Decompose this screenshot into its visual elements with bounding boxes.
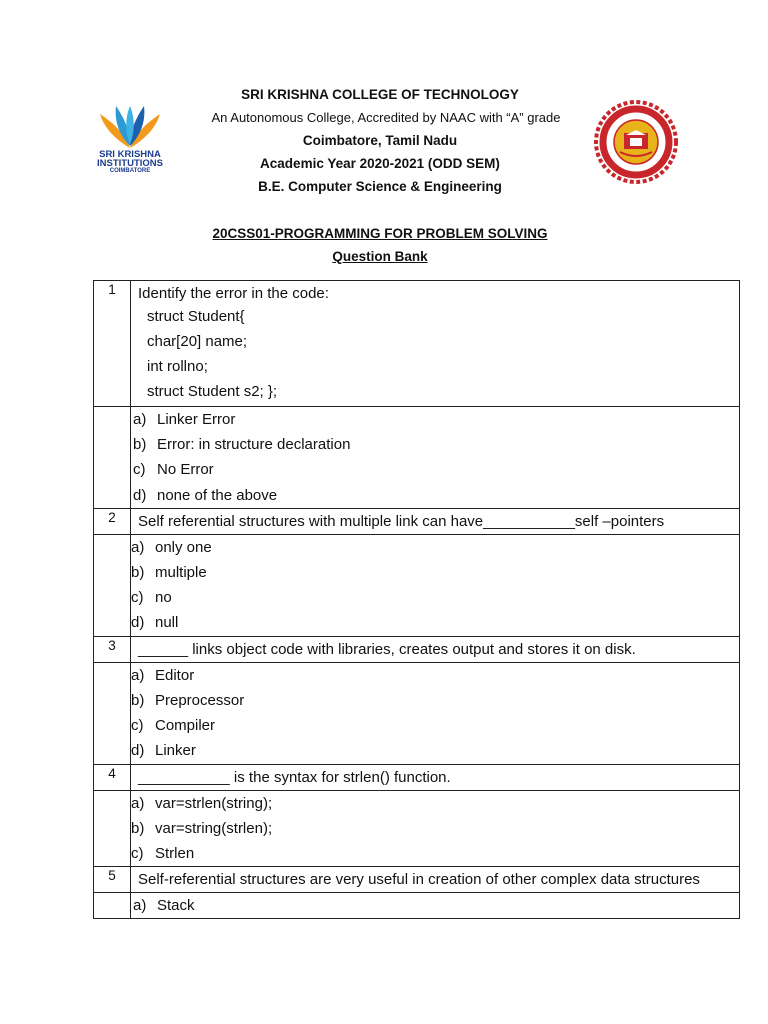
course-title: 20CSS01-PROGRAMMING FOR PROBLEM SOLVING	[212, 226, 548, 241]
option-text: var=string(strlen);	[155, 819, 273, 837]
options-row	[94, 534, 740, 636]
option-c	[131, 713, 739, 738]
option-text: Linker	[155, 742, 196, 760]
college-name: SRI KRISHNA COLLEGE OF TECHNOLOGY	[241, 87, 519, 102]
option-text: no	[155, 589, 172, 607]
options-cell	[131, 534, 740, 636]
code-line: struct Student s2; };	[147, 383, 278, 400]
question-number: 5	[94, 867, 131, 893]
option-b	[131, 816, 739, 841]
option-text: Compiler	[155, 717, 216, 735]
options-row	[94, 790, 740, 867]
option-label: b)	[131, 691, 145, 709]
option-c	[131, 841, 739, 866]
academic-year-line: Academic Year 2020-2021 (ODD SEM)	[260, 156, 500, 171]
options-cell	[131, 662, 740, 764]
document-header	[0, 0, 768, 280]
option-b	[131, 688, 739, 713]
option-d	[131, 610, 739, 635]
option-label: a)	[131, 794, 145, 812]
option-a	[131, 893, 739, 918]
question-cell	[131, 508, 740, 534]
option-text: null	[155, 614, 179, 632]
option-label: d)	[131, 742, 145, 760]
options-row	[94, 407, 740, 509]
option-label: d)	[131, 614, 145, 632]
option-label: b)	[131, 564, 145, 582]
option-text: Preprocessor	[155, 691, 245, 709]
question-row	[94, 508, 740, 534]
question-cell	[131, 281, 740, 407]
option-text: Error: in structure declaration	[157, 436, 351, 454]
option-b	[131, 560, 739, 585]
code-line: struct Student{	[147, 308, 245, 325]
option-d	[131, 738, 739, 763]
option-label: a)	[131, 666, 145, 684]
option-text: none of the above	[157, 486, 278, 504]
options-cell	[131, 893, 740, 919]
option-label: c)	[133, 461, 146, 479]
option-a	[131, 535, 739, 560]
options-cell	[131, 790, 740, 867]
option-b	[131, 432, 739, 457]
question-row	[94, 281, 740, 407]
question-text: Self-referential structures are very useful in creation of other complex data structures	[138, 871, 700, 889]
options-cell	[131, 407, 740, 509]
option-text: multiple	[155, 564, 207, 582]
option-text: var=strlen(string);	[155, 794, 273, 812]
option-a	[131, 791, 739, 816]
question-number: 1	[94, 281, 131, 407]
option-d	[131, 483, 739, 508]
options-row	[94, 662, 740, 764]
location-line: Coimbatore, Tamil Nadu	[302, 133, 458, 148]
option-text: Strlen	[155, 845, 195, 863]
option-label: a)	[131, 538, 145, 556]
option-label: a)	[133, 897, 147, 915]
question-row	[94, 764, 740, 790]
option-label: b)	[131, 819, 145, 837]
question-text: Self referential structures with multiple link can have___________self –pointers	[138, 512, 665, 530]
question-number: 3	[94, 636, 131, 662]
option-c	[131, 585, 739, 610]
accreditation-line: An Autonomous College, Accredited by NAAC with “A” grade	[211, 110, 561, 125]
question-text: Identify the error in the code:	[138, 285, 329, 302]
question-bank-table	[93, 280, 740, 919]
option-text: Stack	[157, 897, 195, 915]
empty-number-cell	[94, 790, 131, 867]
question-row	[94, 867, 740, 893]
option-text: Linker Error	[157, 411, 236, 428]
option-label: a)	[133, 411, 147, 428]
code-line: int rollno;	[147, 358, 208, 375]
question-number: 4	[94, 764, 131, 790]
question-text: ______ links object code with libraries, creates output and stores it on disk.	[138, 640, 636, 658]
left-logo-text: SRI KRISHNA INSTITUTIONS COIMBATORE	[97, 149, 163, 174]
option-label: d)	[133, 486, 147, 504]
document-type: Question Bank	[332, 249, 428, 264]
empty-number-cell	[94, 662, 131, 764]
option-a	[131, 663, 739, 688]
option-a	[131, 407, 739, 432]
empty-number-cell	[94, 893, 131, 919]
code-line: char[20] name;	[147, 333, 248, 350]
question-cell	[131, 636, 740, 662]
option-text: Editor	[155, 666, 195, 684]
option-text: No Error	[157, 461, 214, 479]
question-row	[94, 636, 740, 662]
option-label: c)	[131, 717, 144, 735]
question-cell	[131, 764, 740, 790]
department-line: B.E. Computer Science & Engineering	[258, 179, 502, 194]
question-number: 2	[94, 508, 131, 534]
empty-number-cell	[94, 407, 131, 509]
options-row	[94, 893, 740, 919]
option-label: b)	[133, 436, 147, 454]
empty-number-cell	[94, 534, 131, 636]
college-seal-logo	[590, 100, 682, 184]
option-label: c)	[131, 589, 144, 607]
question-text: ___________ is the syntax for strlen() function.	[138, 768, 451, 786]
option-text: only one	[155, 538, 212, 556]
option-c	[131, 457, 739, 482]
option-label: c)	[131, 845, 144, 863]
question-cell	[131, 867, 740, 893]
